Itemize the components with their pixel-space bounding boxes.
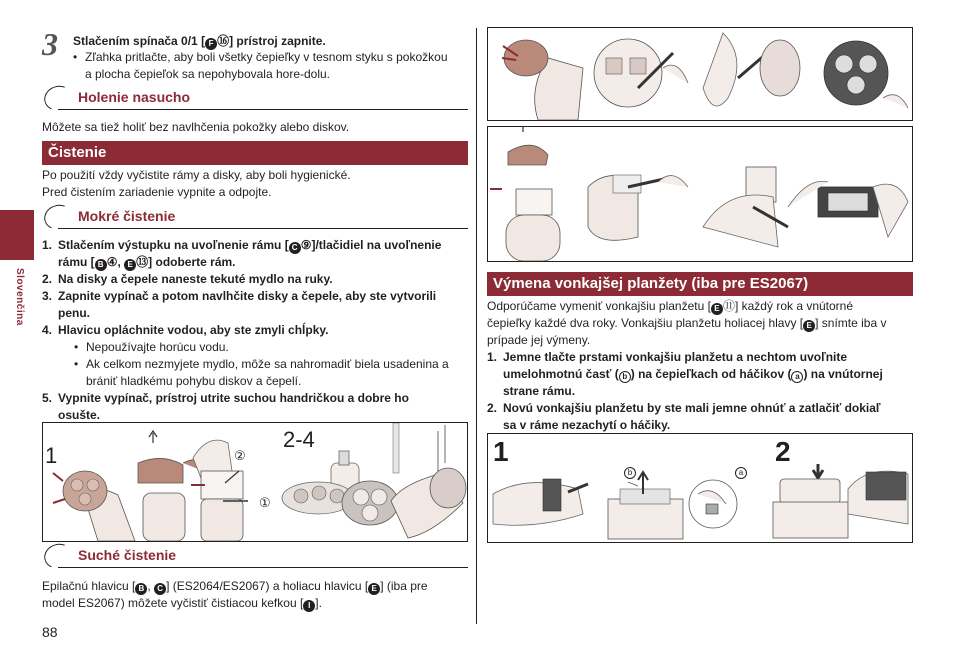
foil-frame-hands [493,479,588,525]
language-label: Slovenčina [14,268,25,326]
wet-shave-text: Môžete sa tiež holiť bez navlhčenia pokožky alebo diskov. [42,120,350,134]
cleaning-heading: Čistenie [42,141,468,165]
wet-clean-step-4: 4. Hlavicu opláchnite vodou, aby ste zmyli chĺpky. [42,323,329,337]
brushing-discs [594,39,688,107]
ref-b-icon: B [135,583,147,595]
cleaning-text: Po použití vždy vyčistite rámy a disky, aby boli hygienické. Pred čistením zariadenie vypnite a odpojte. [42,168,351,199]
wet-clean-step-1: 1. Stlačením výstupku na uvoľnenie rámu [ C ⑨]/tlačidiel na uvoľnenie rámu [ B ④, E ⑬] odoberte rám. [42,238,442,269]
ref-b-icon: B [95,259,107,271]
wet-clean-steps [42,237,472,424]
wet-clean-step-5: 5. Vypnite vypínač, prístroj utrite suchou handričkou a dobre ho osušte. [42,391,409,422]
dry-clean-illustration-top [488,28,912,120]
step3-bullet: • Zľahka pritlačte, aby boli všetky čepieľky v tesnom styku s pokožkou a plocha čepieľok sa nepohybovala hore-dolu. [73,49,473,83]
brushing-inner-blades [588,175,688,240]
brushing-blade-block [703,167,788,247]
brushing-head [703,33,800,106]
ref-e-icon: E [368,583,380,595]
ref-e-icon: E [124,259,136,271]
fig-right-step-2-label: 2 [775,436,791,467]
ref-i-icon: I [303,600,315,612]
callout-2: ② [234,448,246,463]
dry-clean-figure-top [487,27,913,121]
replace-foil-figure [487,433,913,543]
replace-foil-intro: Odporúčame vymeniť vonkajšiu planžetu [ E ⑪] každý rok a vnútorné čepieľky každé dva roky. Vonkajšiu planžetu holiacej hlavy [ E ] snímte iba v prípade jej výmeny. [487,299,887,347]
shaving-head-triple [824,41,908,108]
ref-c-icon: C [154,583,166,595]
callout-1: ① [259,495,271,510]
foil-frame-b [608,472,683,539]
shaver-device-1 [53,471,135,541]
replace-step-1: 1. Jemne tlačte prstami vonkajšiu planžetu a nechtom uvoľnite umelohmotnú časť ( b ) na čepieľkach od háčikov ( a ) na vnútornej strane rámu. [487,350,883,398]
replace-foil-illustration [488,434,912,542]
ref-f-icon: F [205,38,217,50]
replace-step-2: 2. Novú vonkajšiu planžetu by ste mali jemne ohnúť a zatlačiť dokiaľ sa v ráme nezachytí o háčiky. [487,401,881,432]
column-divider [476,28,477,624]
removing-shaver-head [490,127,560,261]
step4-bullet-2: • Ak celkom nezmyjete mydlo, môže sa nahromadiť biela usadenina a brániť hladkému pohybu diskov a čepelí. [74,356,472,390]
insert-new-foil [773,464,908,538]
ref-e-icon: E [711,303,723,315]
callout-a-icon: a [791,371,803,383]
rinsing-device [391,423,466,538]
step-number: 3 [42,26,58,62]
replace-foil-heading: Výmena vonkajšej planžety (iba pre ES2067) [487,272,913,296]
callout-b-icon: b [619,371,631,383]
callout-a: a [735,467,747,479]
wet-clean-illustration [43,423,467,541]
ref-e-icon: E [803,320,815,332]
callout-b: b [624,467,636,479]
wet-shave-heading: Holenie nasucho [44,86,468,110]
fig-step-24-label: 2-4 [283,427,315,452]
fig-right-step-1-label: 1 [493,436,509,467]
soap-bottle [282,451,398,525]
wet-clean-step-2: 2. Na disky a čepele naneste tekuté mydlo na ruky. [42,272,333,286]
language-tab [0,210,34,260]
cleaning-foil-frame [788,181,908,237]
fig-step-1-label: 1 [45,443,58,468]
replace-foil-steps [487,349,917,434]
dry-clean-illustration-bottom [488,127,912,261]
dry-clean-text: Epilačnú hlavicu [ B , C ] (ES2064/ES2067) a holiacu hlavicu [ E ] (iba pre model ES2067) môžete vyčistiť čistiacou kefkou [ I ]. [42,579,428,610]
step4-bullet-1: • Nepoužívajte horúcu vodu. [74,339,472,356]
dry-clean-figure-bottom [487,126,913,262]
ref-c-icon: C [289,242,301,254]
page-number: 88 [42,624,58,640]
wet-clean-heading: Mokré čistenie [44,205,468,229]
wet-clean-figure [42,422,468,542]
step3-title: Stlačením spínača 0/1 [ F ⑯] prístroj zapnite. [73,34,326,48]
shaver-device-3 [191,471,248,541]
dry-clean-heading: Suché čistenie [44,544,468,568]
frame-hook-a [689,480,737,528]
wet-clean-step-3: 3. Zapnite vypínač a potom navlhčite disky a čepele, aby ste vytvorili penu. [42,289,437,320]
epilator-head-brush [502,40,583,120]
